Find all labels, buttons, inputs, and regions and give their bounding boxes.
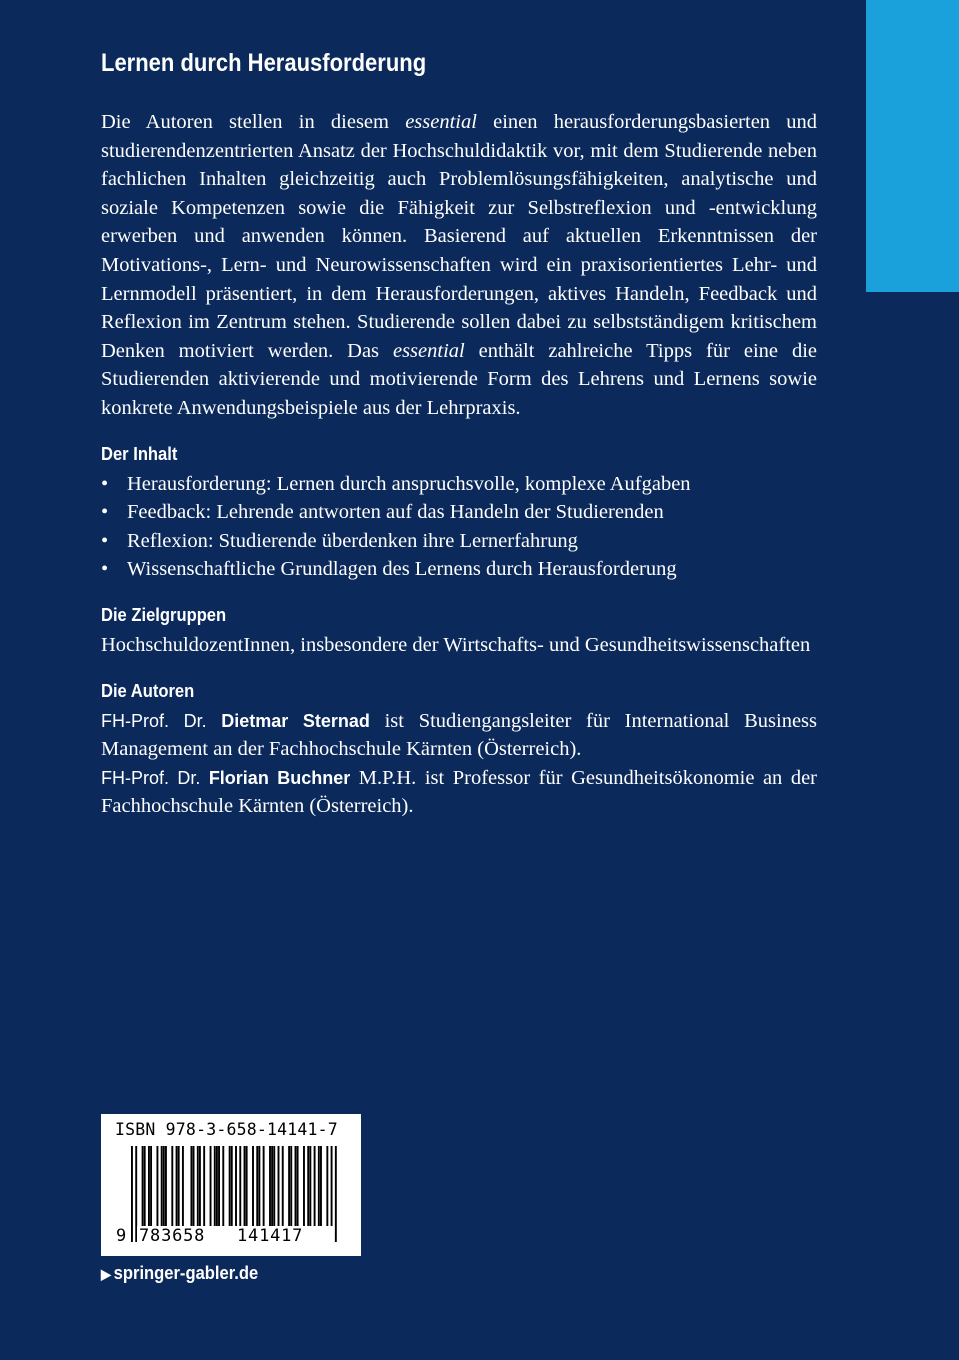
- book-title: Lernen durch Herausforderung: [101, 49, 427, 77]
- contents-item: [101, 555, 817, 584]
- barcode-bar: [218, 1146, 220, 1230]
- barcode-bar: [309, 1146, 311, 1230]
- contents-list: [101, 470, 817, 584]
- author-2-text: M.P.H. ist Professor für Gesundheitsökonomie an der Fachhochschule Kärnten (Österreich).: [101, 766, 818, 818]
- barcode-bar: [142, 1146, 144, 1230]
- author-2-prefix: FH-Prof. Dr.: [101, 767, 209, 788]
- barcode-digit-first: 9: [116, 1226, 127, 1246]
- barcode-bar: [273, 1146, 275, 1230]
- isbn-barcode: [101, 1114, 361, 1256]
- bullet-icon: •: [101, 501, 109, 524]
- barcode-bar: [199, 1146, 201, 1230]
- publisher-website[interactable]: [101, 1261, 258, 1286]
- barcode-bar: [193, 1146, 195, 1230]
- barcode-bar: [148, 1146, 150, 1230]
- description-part-1: Die Autoren stellen in diesem: [101, 111, 406, 133]
- barcode-bar: [263, 1146, 265, 1230]
- barcode-bar: [303, 1146, 305, 1230]
- barcode-bar: [295, 1146, 297, 1230]
- author-2-bio: [101, 764, 817, 821]
- back-cover-content: [101, 44, 817, 821]
- barcode-bar: [165, 1146, 167, 1230]
- author-1-name: [101, 711, 370, 731]
- book-description: [101, 108, 817, 423]
- contents-item-text: Wissenschaftliche Grundlagen des Lernens durch Herausforderung: [127, 558, 677, 581]
- contents-item-text: Reflexion: Studierende überdenken ihre Lernerfahrung: [127, 529, 578, 552]
- barcode-bar: [214, 1146, 216, 1230]
- barcode-bar: [190, 1146, 192, 1230]
- contents-item: [101, 498, 817, 527]
- accent-tab: [866, 0, 959, 292]
- barcode-bar: [256, 1146, 258, 1230]
- description-em-2: essential: [392, 339, 465, 362]
- barcode-bar: [244, 1146, 246, 1230]
- barcode-bar: [210, 1146, 212, 1230]
- barcode-bar: [203, 1146, 205, 1230]
- barcode-bar: [252, 1146, 254, 1230]
- barcode-bar: [163, 1146, 165, 1230]
- contents-item-text: Feedback: Lehrende antworten auf das Handeln der Studierenden: [127, 501, 664, 524]
- author-1-fullname: Dietmar Sternad: [221, 710, 370, 731]
- author-2-fullname: Florian Buchner: [208, 767, 351, 788]
- barcode-bar: [144, 1146, 146, 1230]
- bullet-icon: •: [101, 529, 109, 552]
- barcode-bar: [222, 1146, 224, 1230]
- description-part-2: einen herausforderungsbasierten und studierendenzentrierten Ansatz der Hochschuldidaktik vor, mit dem Studierende neben fachlichen Inhalten gleichzeitig auch Problemlösungsfähigkeiten, analytische und soziale Kompetenzen sowie die Fähigkeit zur Selbstreflexion und -entwicklung erwerben und anwenden können. Basierend auf aktuellen Erkenntnissen der Motivations-, Lern- und Neurowissenschaften wird ein praxisorientiertes Lehr- und Lernmodell präsentiert, in dem Herausforderungen, aktives Handeln, Feedback und Reflexion im Zentrum stehen. Studierende sollen dabei zu selbstständigem kritischem Denken motiviert werden. Das: [101, 111, 817, 362]
- barcode-bar: [288, 1146, 290, 1230]
- barcode-bar: [269, 1146, 271, 1230]
- barcode-bar: [271, 1146, 273, 1230]
- barcode-bar: [314, 1146, 316, 1230]
- barcode-bar: [246, 1146, 248, 1230]
- barcode-bar: [326, 1146, 328, 1230]
- isbn-label: ISBN 978-3-658-14141-7: [115, 1120, 338, 1139]
- barcode-bar: [239, 1146, 241, 1230]
- description-em-1: essential: [405, 111, 477, 133]
- barcode-bar: [258, 1146, 260, 1230]
- website-url: springer-gabler.de: [113, 1263, 259, 1283]
- barcode-bar: [161, 1146, 163, 1230]
- barcode-bar: [297, 1146, 299, 1230]
- barcode-digits-right: 141417: [235, 1226, 333, 1246]
- barcode-bar: [320, 1146, 322, 1230]
- contents-heading: Der Inhalt: [101, 443, 178, 464]
- barcode-digits: [101, 1224, 361, 1252]
- author-2-name: [101, 768, 350, 788]
- barcode-bar: [216, 1146, 218, 1230]
- barcode-bar: [178, 1146, 180, 1230]
- barcode-bar: [278, 1146, 280, 1230]
- author-1-bio: [101, 707, 817, 764]
- contents-item-text: Herausforderung: Lernen durch anspruchsvolle, komplexe Aufgaben: [127, 472, 691, 495]
- barcode-bar: [307, 1146, 309, 1230]
- authors-heading: Die Autoren: [101, 680, 195, 701]
- barcode-bar: [176, 1146, 178, 1230]
- author-1-prefix: FH-Prof. Dr.: [101, 710, 222, 731]
- barcode-bar: [318, 1146, 320, 1230]
- bullet-icon: •: [101, 472, 109, 495]
- play-arrow-icon: ▶: [101, 1266, 111, 1282]
- barcode-bar: [282, 1146, 284, 1230]
- audience-text: HochschuldozentInnen, insbesondere der Wirtschafts- und Gesundheitswissenschaften: [101, 633, 811, 656]
- barcode-bar: [171, 1146, 173, 1230]
- contents-item: [101, 527, 817, 556]
- barcode-bar: [182, 1146, 184, 1230]
- barcode-bar: [290, 1146, 292, 1230]
- bullet-icon: •: [101, 558, 109, 581]
- audience-heading: Die Zielgruppen: [101, 604, 227, 625]
- barcode-bar: [150, 1146, 152, 1230]
- barcode-bar: [156, 1146, 158, 1230]
- barcode-bar: [197, 1146, 199, 1230]
- barcode-digits-left: 783658: [137, 1226, 235, 1246]
- description-part-3: enthält zahlreiche Tipps für eine die Studierenden aktivierende und motivierende Form des Lehrens und Lernens sowie konkrete Anwendungsbeispiele aus der Lehrpraxis.: [101, 339, 817, 419]
- author-1-text: ist Studiengangsleiter für International Business Management an der Fachhochschule Kärnten (Österreich).: [101, 709, 818, 761]
- contents-item: [101, 470, 817, 499]
